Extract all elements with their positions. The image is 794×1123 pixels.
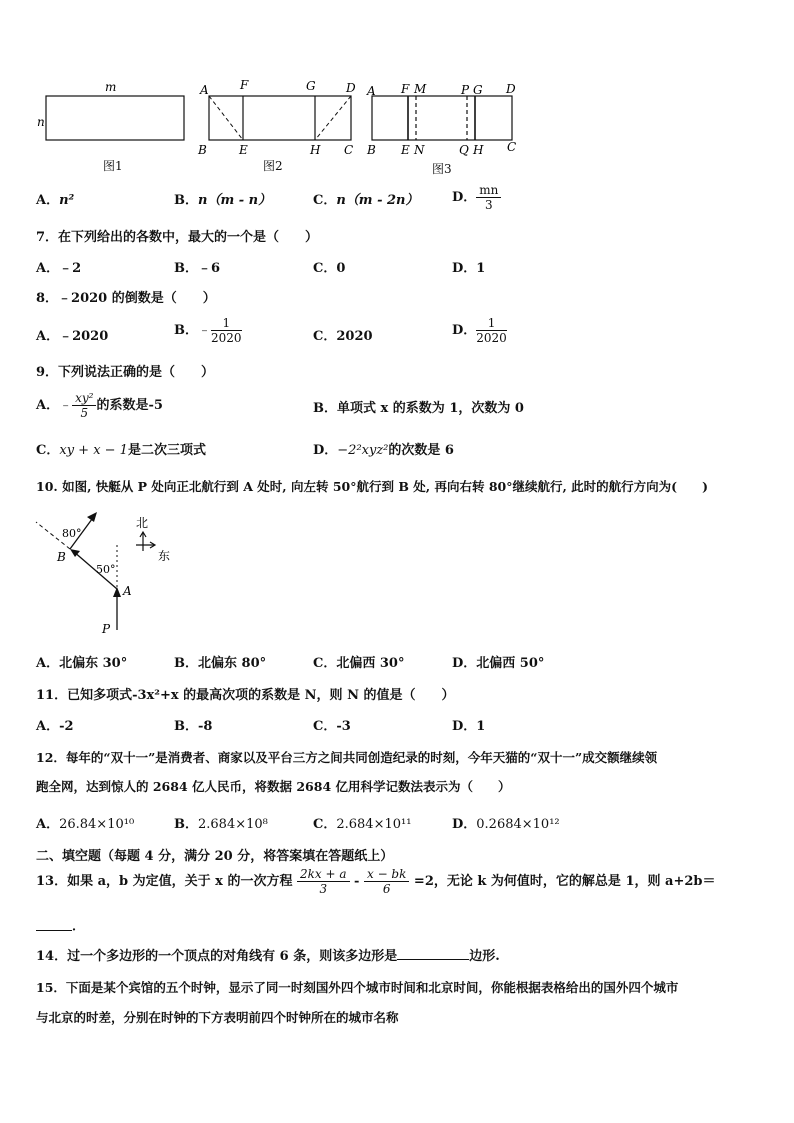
q9-stem: 9．下列说法正确的是（ ） bbox=[36, 365, 215, 380]
q6-option-b: B．n（m - n） bbox=[174, 193, 272, 208]
svg-text:B: B bbox=[198, 143, 207, 157]
svg-text:H: H bbox=[310, 143, 321, 157]
q8-option-b: B．﹣ $\frac{1}{2020}$ bbox=[174, 316, 242, 345]
svg-text:50°: 50° bbox=[96, 563, 116, 576]
fig1-label-n: n bbox=[37, 115, 45, 129]
q11-option-c: C．-3 bbox=[313, 719, 351, 734]
q12-line1: 12．每年的“双十一”是消费者、商家以及平台三方之间共同创造纪录的时刻，今年天猫的“双十一”成交额继续领 bbox=[36, 750, 658, 765]
fig1-rectangle bbox=[46, 96, 184, 140]
q10-stem: 10. 如图, 快艇从 P 处向正北航行到 A 处时, 向左转 50°航行到 B 处, 再向右转 80°继续航行, 此时的航行方向为( ) bbox=[36, 479, 709, 494]
svg-text:C: C bbox=[344, 143, 354, 157]
q6-option-c: C．n（m - 2n） bbox=[313, 193, 419, 208]
q7-option-b: B．﹣6 bbox=[174, 261, 221, 276]
q11-option-d: D．1 bbox=[452, 719, 486, 734]
fig2-diagram bbox=[197, 78, 356, 157]
svg-text:G: G bbox=[473, 83, 483, 97]
svg-text:A: A bbox=[123, 584, 132, 598]
fig1-label-m: m bbox=[105, 80, 117, 94]
svg-text:F: F bbox=[240, 78, 249, 92]
q14-answer-blank[interactable] bbox=[397, 947, 469, 960]
q6-option-a: A．n² bbox=[36, 193, 75, 208]
svg-text:H: H bbox=[473, 143, 484, 157]
q10-option-b: B．北偏东 80° bbox=[174, 656, 267, 671]
svg-text:A: A bbox=[200, 83, 209, 97]
q10-option-c: C．北偏西 30° bbox=[313, 656, 405, 671]
q7-stem: 7．在下列给出的各数中，最大的一个是（ ） bbox=[36, 230, 319, 245]
fig1-caption: 图1 bbox=[103, 159, 123, 173]
svg-text:E: E bbox=[239, 143, 248, 157]
q8-stem: 8．﹣2020 的倒数是（ ） bbox=[36, 291, 216, 306]
svg-text:P: P bbox=[102, 622, 111, 636]
svg-text:E: E bbox=[401, 143, 410, 157]
svg-text:80°: 80° bbox=[62, 527, 82, 540]
q15-line2: 与北京的时差，分别在时钟的下方表明前四个时钟所在的城市名称 bbox=[36, 1010, 399, 1025]
q10-option-d: D．北偏西 50° bbox=[452, 656, 545, 671]
q12-option-c: C．2.684×10¹¹ bbox=[313, 817, 412, 832]
q13-line: 13．如果 a，b 为定值，关于 x 的一次方程 $\frac{2kx + a}{3}$ - $\frac{x - bk}{6}$ =2，无论 k 为何值时，它的解总是 1，则 a+2b＝ bbox=[36, 867, 716, 896]
q11-stem: 11．已知多项式-3x²+x 的最高次项的系数是 N，则 N 的值是（ ） bbox=[36, 688, 455, 703]
q8-option-a: A．﹣2020 bbox=[36, 329, 109, 344]
fig3-diagram bbox=[366, 82, 516, 157]
svg-text:东: 东 bbox=[158, 549, 171, 563]
svg-text:M: M bbox=[414, 82, 427, 96]
fig2-caption: 图2 bbox=[263, 159, 283, 173]
q10-option-a: A．北偏东 30° bbox=[36, 656, 128, 671]
q8-option-d: D． $\frac{1}{2020}$ bbox=[452, 316, 507, 345]
q12-option-d: D．0.2684×10¹² bbox=[452, 817, 560, 832]
q9-option-d: D．−2²xyz²的次数是 6 bbox=[313, 443, 454, 458]
q9-option-b: B．单项式 x 的系数为 1，次数为 0 bbox=[313, 401, 524, 416]
q14-line: 14．过一个多边形的一个顶点的对角线有 6 条，则该多边形是 边形. bbox=[36, 949, 500, 964]
svg-text:F: F bbox=[401, 82, 410, 96]
q12-line2: 跑全网，达到惊人的 2684 亿人民币，将数据 2684 亿用科学记数法表示为（ ） bbox=[36, 779, 511, 794]
q11-option-a: A．-2 bbox=[36, 719, 74, 734]
section-heading: 二、填空题（每题 4 分，满分 20 分，将答案填在答题纸上） bbox=[36, 849, 394, 864]
q13-answer-blank[interactable] bbox=[36, 930, 72, 931]
q12-option-b: B．2.684×10⁸ bbox=[174, 817, 268, 832]
q11-option-b: B．-8 bbox=[174, 719, 213, 734]
q6-option-d: D． $\frac{mn}{3}$ bbox=[452, 184, 501, 211]
svg-text:A: A bbox=[367, 84, 376, 98]
q7-option-c: C．0 bbox=[313, 261, 346, 276]
svg-text:北: 北 bbox=[136, 516, 149, 530]
q7-option-d: D．1 bbox=[452, 261, 486, 276]
q12-option-a: A．26.84×10¹⁰ bbox=[36, 817, 135, 832]
svg-text:C: C bbox=[507, 140, 517, 154]
svg-text:B: B bbox=[367, 143, 376, 157]
q8-option-c: C．2020 bbox=[313, 329, 373, 344]
svg-text:N: N bbox=[414, 143, 425, 157]
svg-text:D: D bbox=[506, 82, 516, 96]
svg-text:P: P bbox=[461, 83, 470, 97]
q15-line1: 15．下面是某个宾馆的五个时钟，显示了同一时刻国外四个城市时间和北京时间，你能根据表格给出的国外四个城市 bbox=[36, 980, 679, 995]
q7-option-a: A．﹣2 bbox=[36, 261, 82, 276]
svg-text:B: B bbox=[57, 550, 66, 564]
q13-tail: ． bbox=[72, 919, 86, 934]
svg-text:D: D bbox=[346, 81, 356, 95]
q10-figure bbox=[30, 505, 200, 640]
fig3-caption: 图3 bbox=[432, 162, 452, 176]
q9-option-c: C．xy + x − 1是二次三项式 bbox=[36, 443, 206, 458]
svg-text:Q: Q bbox=[459, 143, 469, 157]
q9-option-a: A．﹣ $\frac{\text{xy²}}{5}$ 的系数是-5 bbox=[36, 391, 163, 420]
svg-text:G: G bbox=[306, 79, 316, 93]
